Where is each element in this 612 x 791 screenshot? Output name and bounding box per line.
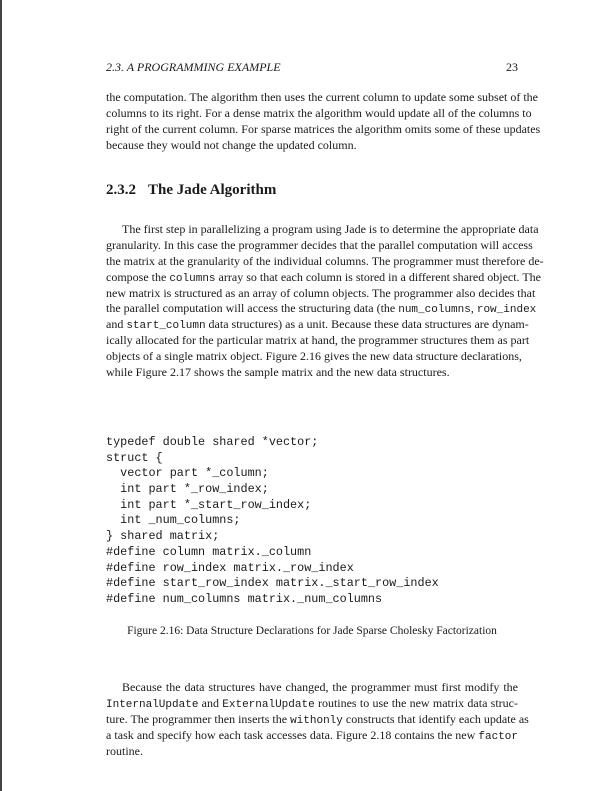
text-line <box>106 90 539 106</box>
text-segment: while Figure 2.17 shows the sample matrix and the new data structures. <box>106 365 450 380</box>
section-heading-title: The Jade Algorithm <box>148 182 277 198</box>
inline-code: columns <box>169 272 216 285</box>
text-segment: and <box>198 695 223 710</box>
text-segment: compose the <box>106 269 170 284</box>
code-line: int part *_row_index; <box>106 482 269 497</box>
paragraph-1 <box>106 90 541 154</box>
text-segment: the parallel computation will access the structuring data (the <box>106 301 399 316</box>
text-segment: a task and specify how each task accesses data. Figure 2.18 contains the new <box>106 727 479 742</box>
text-segment: ically allocated for the particular matrix at hand, the programmer structures them as part <box>106 333 530 348</box>
page-number: 23 <box>506 60 518 74</box>
text-line <box>106 744 518 760</box>
code-line: typedef double shared *vector; <box>106 435 319 449</box>
text-segment: Because the data structures have changed, the programmer must first modify the <box>122 680 518 694</box>
inline-code: withonly <box>290 714 343 727</box>
text-segment: array so that each column is stored in a different shared object. The <box>215 269 541 284</box>
section-number: 2.3.2 <box>106 182 136 198</box>
text-line <box>106 285 536 302</box>
inline-code: factor <box>478 730 518 743</box>
text-segment: constructs that identify each update as <box>342 711 529 726</box>
inline-code: InternalUpdate <box>106 698 199 711</box>
code-line: #define start_row_index matrix._start_row_index <box>106 576 439 591</box>
text-line <box>106 711 529 728</box>
text-segment: because they would not change the updated column. <box>106 137 357 152</box>
running-header <box>106 60 518 75</box>
inline-code: num_columns <box>398 304 471 317</box>
text-segment: data structures) as a unit. Because these data structures are dynam- <box>205 317 529 332</box>
code-line: int _num_columns; <box>106 513 241 528</box>
text-line <box>106 237 533 254</box>
text-line <box>106 222 539 238</box>
code-line: int part *_start_row_index; <box>106 497 312 512</box>
inline-code: ExternalUpdate <box>222 698 315 711</box>
text-line <box>106 333 530 349</box>
text-segment: ture. The programmer then inserts the <box>106 711 291 726</box>
text-segment: columns to its right. For a dense matrix the algorithm would update all of the columns to <box>106 105 532 120</box>
text-line <box>106 365 518 381</box>
code-line: vector part *_column; <box>106 466 269 481</box>
text-line <box>106 121 541 138</box>
text-segment: and <box>106 317 127 332</box>
page-edge <box>0 0 2 791</box>
text-line <box>106 728 518 744</box>
text-segment: new matrix is structured as an array of column objects. The programmer also decides that <box>106 285 536 300</box>
code-line: } shared matrix; <box>106 529 220 544</box>
code-figure <box>106 435 439 608</box>
text-segment: The first step in parallelizing a program using Jade is to determine the appropriate data <box>122 222 539 236</box>
text-line <box>106 253 544 270</box>
section-heading <box>106 182 276 199</box>
text-line <box>106 105 532 122</box>
figure-caption: Figure 2.16: Data Structure Declarations for Jade Sparse Cholesky Factorization <box>127 625 497 637</box>
text-segment: the computation. The algorithm then uses the current column to update some subset of the <box>106 90 539 104</box>
paragraph-3 <box>106 680 529 759</box>
code-line: #define column matrix._column <box>106 544 312 559</box>
section-title: 2.3. A PROGRAMMING EXAMPLE <box>106 60 281 74</box>
text-line <box>106 317 529 333</box>
text-line <box>106 138 518 154</box>
text-segment: granularity. In this case the programmer decides that the parallel computation will access <box>106 237 533 252</box>
text-segment: the matrix at the granularity of the individual columns. The programmer must therefore de- <box>106 253 544 268</box>
text-segment: , <box>470 301 477 316</box>
text-line <box>106 696 518 712</box>
code-line: #define row_index matrix._row_index <box>106 560 354 575</box>
code-line: #define num_columns matrix._num_columns <box>106 591 383 606</box>
text-segment: right of the current column. For sparse matrices the algorithm omits some of these updates <box>106 121 541 136</box>
inline-code: start_column <box>126 320 206 333</box>
text-segment: routines to use the new matrix data struc- <box>314 695 519 710</box>
text-segment: routine. <box>106 743 143 758</box>
text-line <box>106 301 537 317</box>
inline-code: row_index <box>476 304 537 317</box>
text-line <box>106 680 518 696</box>
text-segment: objects of a single matrix object. Figure 2.16 gives the new data structure declarations, <box>106 349 522 364</box>
paragraph-2 <box>106 222 544 381</box>
text-line <box>106 269 541 286</box>
text-line <box>106 349 522 365</box>
code-line: struct { <box>106 450 163 465</box>
